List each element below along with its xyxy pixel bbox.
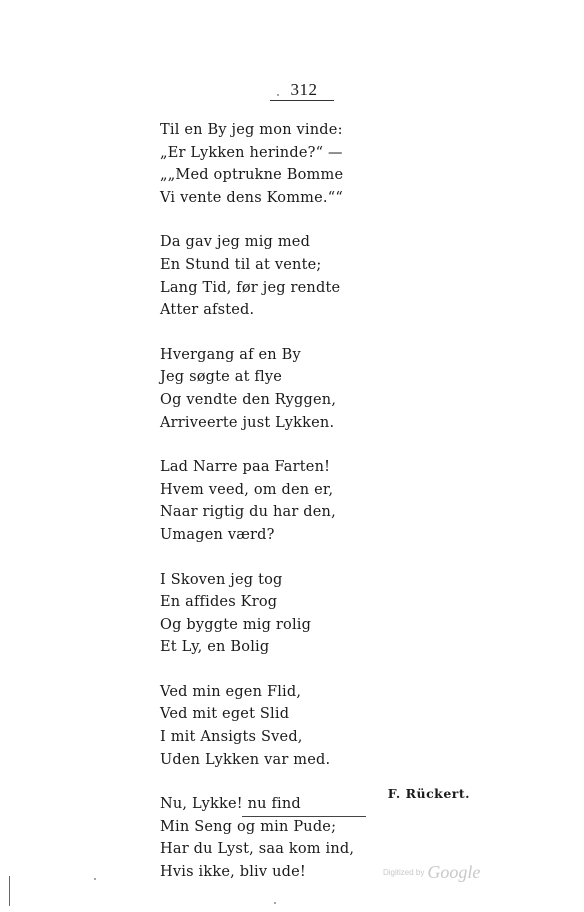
poem-line: Atter afsted. [160, 302, 255, 319]
poem-line: Ved mit eget Slid [160, 706, 290, 723]
poem-line: Et Ly, en Bolig [160, 639, 270, 656]
stanza-5 [160, 569, 400, 659]
watermark-prefix: Digitized by [383, 868, 425, 877]
stanza-6 [160, 681, 400, 771]
poem-line: Og vendte den Ryggen, [160, 391, 337, 408]
poem-line: Arriveerte just Lykken. [160, 414, 335, 431]
scan-speck [94, 878, 96, 880]
poem-line: Nu, Lykke! nu find [160, 796, 301, 813]
scan-speck [277, 94, 279, 96]
poem-line: Umagen værd? [160, 526, 275, 543]
poem-line: Ved min egen Flid, [160, 683, 302, 700]
stanza-7 [160, 793, 400, 883]
poem-line: Og byggte mig rolig [160, 616, 312, 633]
poem-line: Vi vente dens Komme.““ [160, 189, 343, 206]
digitization-watermark [383, 862, 513, 883]
poem-author: F. Rückert. [387, 786, 470, 801]
stanza-3 [160, 344, 400, 434]
scan-speck [274, 902, 276, 904]
poem-line: Min Seng og min Pude; [160, 818, 337, 835]
poem [160, 119, 400, 906]
poem-line: I Skoven jeg tog [160, 571, 283, 588]
poem-line: Hvem veed, om den er, [160, 481, 334, 498]
stanza-1 [160, 119, 400, 209]
poem-line: Naar rigtig du har den, [160, 504, 336, 521]
poem-line: Lad Narre paa Farten! [160, 459, 331, 476]
poem-line: Hvis ikke, bliv ude! [160, 864, 306, 881]
poem-line: „„Med optrukne Bomme [160, 167, 344, 184]
stanza-4 [160, 456, 400, 546]
poem-line: Lang Tid, før jeg rendte [160, 279, 341, 296]
page-edge-mark [9, 876, 10, 906]
poem-line: En affides Krog [160, 594, 278, 611]
stanza-2 [160, 231, 400, 321]
poem-line: „Er Lykken herinde?“ — [160, 144, 343, 161]
end-of-poem-rule [242, 816, 366, 817]
poem-line: Da gav jeg mig med [160, 234, 311, 251]
poem-line: Jeg søgte at flye [160, 369, 283, 386]
google-logo-icon: Google [427, 862, 481, 882]
page-number: 312 [290, 80, 318, 99]
poem-line: Har du Lyst, saa kom ind, [160, 841, 355, 858]
page-number-rule [270, 100, 334, 101]
poem-line: En Stund til at vente; [160, 256, 322, 273]
poem-line: I mit Ansigts Sved, [160, 729, 303, 746]
poem-line: Til en By jeg mon vinde: [160, 122, 343, 138]
poem-line: Uden Lykken var med. [160, 751, 331, 768]
poem-line: Hvergang af en By [160, 346, 301, 363]
